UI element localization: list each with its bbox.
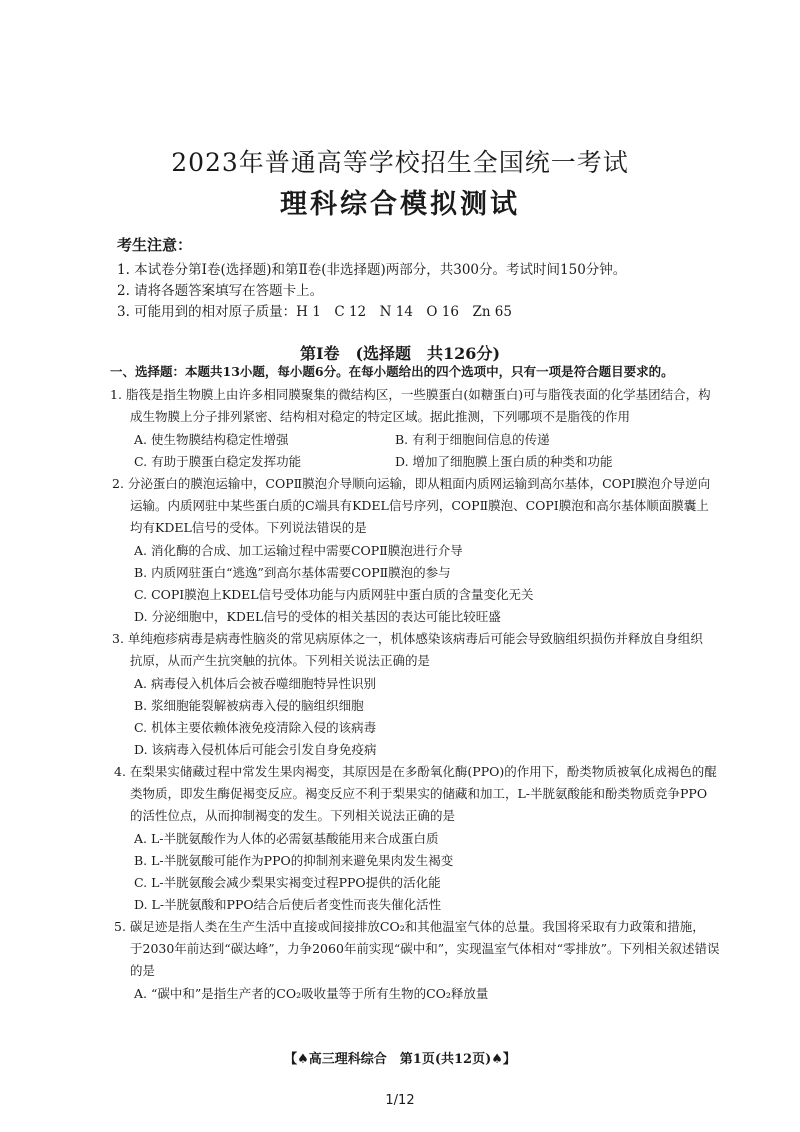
q4-option-d: D. L-半胱氨酸和PPO结合后使后者变性而丧失催化活性 [134, 897, 442, 912]
q2-option-c: C. COPⅠ膜泡上KDEL信号受体功能与内质网驻中蛋白质的含量变化无关 [134, 587, 534, 602]
section-title: 第Ⅰ卷 (选择题 共126分) [299, 344, 501, 363]
q1-stem-line-2: 成生物膜上分子排列紧密、结构相对稳定的特定区域。据此推测，下列哪项不是脂筏的作用 [130, 409, 631, 424]
instructions: 一、选择题：本题共13小题，每小题6分。在每小题给出的四个选项中，只有一项是符合题目要求的。 [110, 364, 674, 379]
q2-option-a: A. 消化酶的合成、加工运输过程中需要COPⅡ膜泡进行介导 [134, 543, 463, 558]
q1-option-d: D. 增加了细胞膜上蛋白质的种类和功能 [395, 454, 613, 469]
exam-title: 2023年普通高等学校招生全国统一考试 [171, 148, 629, 177]
q2-stem-line-1: 2. 分泌蛋白的膜泡运输中，COPⅡ膜泡介导顺向运输，即从粗面内质网运输到高尔基体，COPⅠ膜泡介导逆向 [112, 476, 711, 491]
page-indicator: 1/12 [385, 1093, 415, 1108]
notice-item-1: 1. 本试卷分第Ⅰ卷(选择题)和第Ⅱ卷(非选择题)两部分，共300分。考试时间150分钟。 [117, 262, 627, 278]
q3-option-a: A. 病毒侵入机体后会被吞噬细胞特异性识别 [134, 676, 376, 691]
q1-stem-line-1: 1. 脂筏是指生物膜上由许多相同膜聚集的微结构区，一些膜蛋白(如糖蛋白)可与脂筏表面的化学基团结合，构 [110, 387, 711, 402]
q3-stem-line-1: 3. 单纯疱疹病毒是病毒性脑炎的常见病原体之一，机体感染该病毒后可能会导致脑组织损伤并释放自身组织 [112, 631, 703, 646]
exam-subtitle: 理科综合模拟测试 [280, 189, 520, 220]
q3-option-d: D. 该病毒入侵机体后可能会引发自身免疫病 [134, 742, 377, 757]
q4-stem-line-3: 的活性位点，从而抑制褐变的发生。下列相关说法正确的是 [130, 808, 456, 823]
q4-option-a: A. L-半胱氨酸作为人体的必需氨基酸能用来合成蛋白质 [134, 831, 439, 846]
q4-option-b: B. L-半胱氨酸可能作为PPO的抑制剂来避免果肉发生褐变 [134, 853, 454, 868]
q4-stem-line-1: 4. 在梨果实储藏过程中常发生果肉褐变，其原因是在多酚氧化酶(PPO)的作用下，酚类物质被氧化成褐色的醌 [114, 764, 717, 779]
q3-stem-line-2: 抗原，从而产生抗突触的抗体。下列相关说法正确的是 [130, 653, 431, 668]
q1-option-c: C. 有助于膜蛋白稳定发挥功能 [134, 454, 302, 469]
q5-stem-line-3: 的是 [130, 963, 156, 978]
q5-stem-line-1: 5. 碳足迹是指人类在生产生活中直接或间接排放CO₂和其他温室气体的总量。我国将采取有力政策和措施， [114, 919, 705, 934]
q2-stem-line-2: 运输。内质网驻中某些蛋白质的C端具有KDEL信号序列，COPⅡ膜泡、COPⅠ膜泡和高尔基体顺面膜囊上 [130, 498, 709, 513]
q1-option-a: A. 使生物膜结构稳定性增强 [134, 432, 289, 447]
q4-option-c: C. L-半胱氨酸会减少梨果实褐变过程PPO提供的活化能 [134, 875, 441, 890]
q2-stem-line-3: 均有KDEL信号的受体。下列说法错误的是 [130, 520, 367, 535]
notice-item-2: 2. 请将各题答案填写在答题卡上。 [117, 283, 324, 299]
q3-option-c: C. 机体主要依赖体液免疫清除入侵的该病毒 [134, 720, 377, 735]
q3-option-b: B. 浆细胞能裂解被病毒入侵的脑组织细胞 [134, 698, 364, 713]
notice-heading: 考生注意： [117, 236, 193, 254]
q2-option-b: B. 内质网驻蛋白“逃逸”到高尔基体需要COPⅡ膜泡的参与 [134, 565, 451, 580]
q4-stem-line-2: 类物质，即发生酶促褐变反应。褐变反应不利于梨果实的储藏和加工，L-半胱氨酸能和酚类物质竞争PPO [130, 786, 708, 801]
page-footer: 【♠高三理科综合 第1页(共12页)♠】 [284, 1052, 516, 1067]
q5-option-a: A. “碳中和”是指生产者的CO₂吸收量等于所有生物的CO₂释放量 [134, 986, 489, 1001]
notice-item-3: 3. 可能用到的相对原子质量：H 1 C 12 N 14 O 16 Zn 65 [117, 304, 512, 320]
q1-option-b: B. 有利于细胞间信息的传递 [395, 432, 550, 447]
q2-option-d: D. 分泌细胞中，KDEL信号的受体的相关基因的表达可能比较旺盛 [134, 609, 501, 624]
q5-stem-line-2: 于2030年前达到“碳达峰”，力争2060年前实现“碳中和”，实现温室气体相对“零排放”。下列相关叙述错误 [130, 941, 720, 956]
